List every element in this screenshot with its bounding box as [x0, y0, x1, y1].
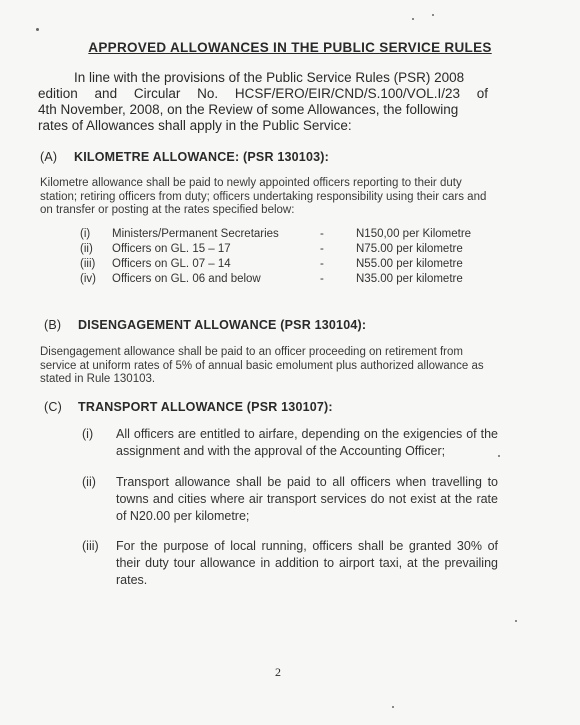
rate-row — [80, 228, 480, 243]
transport-item-number: (i) — [82, 427, 94, 441]
rate-amount: N150,00 per Kilometre — [356, 228, 472, 240]
rate-row — [80, 243, 480, 258]
rate-row — [80, 258, 480, 273]
section-a-heading — [40, 150, 329, 164]
transport-item-number: (iii) — [82, 539, 99, 553]
scan-speck — [36, 28, 39, 31]
rate-amount: N75.00 per kilometre — [356, 243, 463, 255]
section-c-heading — [44, 400, 333, 414]
page-title: APPROVED ALLOWANCES IN THE PUBLIC SERVICE RULES — [88, 40, 492, 55]
transport-item-text: For the purpose of local running, officers shall be granted 30% of their duty tour allowance in addition to airport taxi, at the prevailing rates. — [116, 539, 498, 587]
section-c-title: TRANSPORT ALLOWANCE (PSR 130107): — [78, 400, 333, 414]
section-a-title: KILOMETRE ALLOWANCE: (PSR 130103): — [74, 150, 329, 164]
rate-dash: - — [320, 243, 324, 255]
section-b-title: DISENGAGEMENT ALLOWANCE (PSR 130104): — [78, 318, 367, 332]
page-number: 2 — [275, 665, 281, 679]
section-b-letter: (B) — [44, 318, 62, 332]
scan-speck — [515, 620, 517, 622]
rate-number: (iii) — [80, 258, 96, 270]
intro-line-4: rates of Allowances shall apply in the Public Service: — [38, 118, 352, 133]
intro-line-1: In line with the provisions of the Public Service Rules (PSR) 2008 — [74, 70, 465, 85]
rate-label: Officers on GL. 06 and below — [112, 273, 261, 285]
transport-item-text: All officers are entitled to airfare, depending on the exigencies of the assignment and with the approval of the Accounting Officer; — [116, 427, 498, 458]
section-a-letter: (A) — [40, 150, 58, 164]
transport-item — [82, 538, 502, 594]
rate-number: (ii) — [80, 243, 93, 255]
section-b-text: Disengagement allowance shall be paid to an officer proceeding on retirement from service at uniform rates of 5% of annual basic emolument plus authorized allowance as stated in Rule 130103. — [40, 346, 484, 385]
transport-item — [82, 426, 502, 466]
transport-item-text: Transport allowance shall be paid to all officers when travelling to towns and cities where air transport services do not exist at the rate of N20.00 per kilometre; — [116, 475, 498, 523]
rate-label: Officers on GL. 15 – 17 — [112, 243, 231, 255]
rate-dash: - — [320, 228, 324, 240]
rate-label: Officers on GL. 07 – 14 — [112, 258, 231, 270]
section-c-letter: (C) — [44, 400, 62, 414]
rate-number: (i) — [80, 228, 91, 240]
rate-amount: N35.00 per kilometre — [356, 273, 463, 285]
scan-speck — [392, 706, 394, 708]
transport-item-number: (ii) — [82, 475, 96, 489]
rate-row — [80, 273, 480, 288]
intro-line-2: edition and Circular No. HCSF/ERO/EIR/CND/S.100/VOL.I/23 of — [38, 86, 488, 101]
rate-label: Ministers/Permanent Secretaries — [112, 228, 279, 240]
rate-dash: - — [320, 273, 324, 285]
rate-dash: - — [320, 258, 324, 270]
rate-number: (iv) — [80, 273, 96, 285]
scan-speck — [498, 455, 500, 457]
rate-amount: N55.00 per kilometre — [356, 258, 463, 270]
scan-speck — [432, 14, 434, 16]
scan-speck — [412, 18, 414, 20]
section-a-text: Kilometre allowance shall be paid to newly appointed officers reporting to their duty station; retiring officers from duty; officers undertaking responsibility using their cars and on transfer or posting at the rates specified below: — [40, 177, 487, 216]
section-b-heading — [44, 318, 366, 332]
transport-item — [82, 474, 502, 530]
rate-list — [80, 228, 480, 288]
intro-line-3: 4th November, 2008, on the Review of some Allowances, the following — [38, 102, 459, 117]
intro-paragraph — [38, 70, 488, 134]
